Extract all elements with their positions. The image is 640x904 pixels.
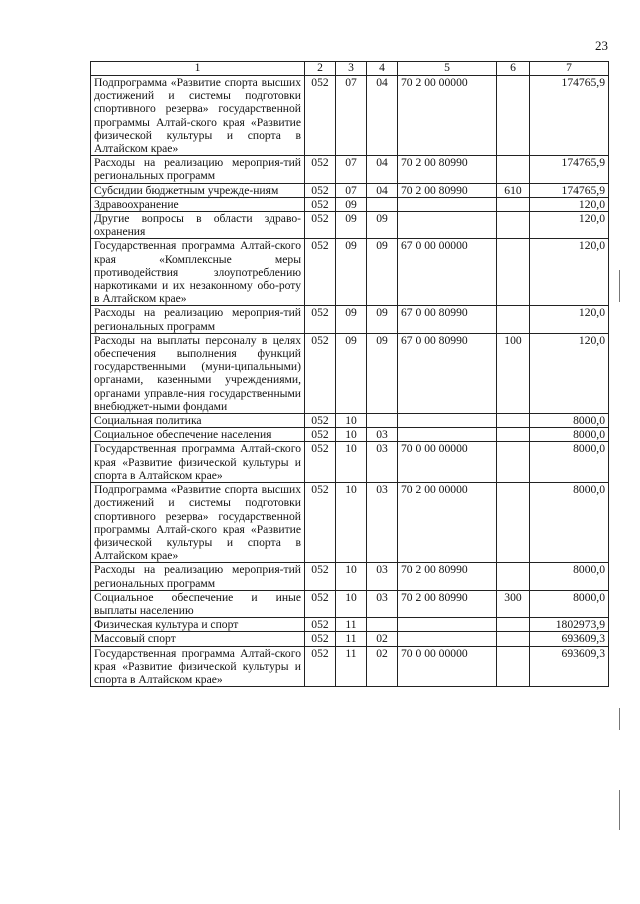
amount-cell: 8000,0 [530,428,609,442]
section-code-cell: 07 [336,156,367,183]
section-code-cell: 10 [336,563,367,590]
expense-type-code-cell [497,442,530,483]
subsection-code-cell: 09 [367,333,398,413]
expense-type-code-cell [497,428,530,442]
expense-type-code-cell [497,646,530,687]
expense-type-code-cell [497,197,530,211]
expense-type-code-cell [497,483,530,563]
subsection-code-cell [367,618,398,632]
department-code-cell: 052 [305,632,336,646]
margin-mark [619,708,620,730]
expense-type-code-cell [497,156,530,183]
amount-cell: 693609,3 [530,632,609,646]
subsection-code-cell: 09 [367,239,398,306]
column-header: 3 [336,62,367,76]
margin-mark [619,270,620,302]
target-article-code-cell [398,197,497,211]
item-name-cell: Социальная политика [91,414,305,428]
section-code-cell: 09 [336,333,367,413]
section-code-cell: 09 [336,239,367,306]
item-name-cell: Государственная программа Алтай-ского края «Комплексные меры противодействия злоупотреблению наркотиками и их незаконному обо-роту в Алтайском крае» [91,239,305,306]
item-name-cell: Социальное обеспечение населения [91,428,305,442]
department-code-cell: 052 [305,428,336,442]
subsection-code-cell: 04 [367,183,398,197]
item-name-cell: Расходы на реализацию мероприя-тий региональных программ [91,563,305,590]
amount-cell: 8000,0 [530,483,609,563]
section-code-cell: 10 [336,483,367,563]
target-article-code-cell: 70 2 00 80990 [398,563,497,590]
table-row [91,483,609,563]
section-code-cell: 07 [336,183,367,197]
subsection-code-cell: 04 [367,76,398,156]
item-name-cell: Социальное обеспечение и иные выплаты населению [91,590,305,617]
item-name-cell: Здравоохранение [91,197,305,211]
target-article-code-cell: 70 2 00 80990 [398,156,497,183]
margin-mark [619,790,620,830]
amount-cell: 120,0 [530,333,609,413]
target-article-code-cell: 67 0 00 00000 [398,239,497,306]
page-number: 23 [595,38,608,53]
subsection-code-cell: 02 [367,646,398,687]
item-name-cell: Расходы на реализацию мероприя-тий региональных программ [91,156,305,183]
table-row [91,414,609,428]
subsection-code-cell: 03 [367,483,398,563]
table-row [91,212,609,239]
section-code-cell: 10 [336,442,367,483]
amount-cell: 1802973,9 [530,618,609,632]
column-header: 6 [497,62,530,76]
target-article-code-cell: 70 2 00 00000 [398,483,497,563]
department-code-cell: 052 [305,239,336,306]
table-row [91,618,609,632]
table-row [91,428,609,442]
subsection-code-cell [367,197,398,211]
department-code-cell: 052 [305,646,336,687]
column-header: 7 [530,62,609,76]
department-code-cell: 052 [305,306,336,333]
item-name-cell: Подпрограмма «Развитие спорта высших достижений и системы подготовки спортивного резерва» государственной программы Алтай-ского края «Развитие физической культуры и спорта в Алтайском крае» [91,483,305,563]
expense-type-code-cell [497,632,530,646]
table-row [91,590,609,617]
subsection-code-cell: 03 [367,590,398,617]
amount-cell: 8000,0 [530,442,609,483]
subsection-code-cell [367,414,398,428]
table-row [91,563,609,590]
section-code-cell: 11 [336,632,367,646]
subsection-code-cell: 03 [367,428,398,442]
expense-type-code-cell [497,212,530,239]
department-code-cell: 052 [305,442,336,483]
target-article-code-cell [398,212,497,239]
amount-cell: 120,0 [530,197,609,211]
table-header-row [91,62,609,76]
department-code-cell: 052 [305,183,336,197]
budget-table [90,61,609,687]
subsection-code-cell: 03 [367,563,398,590]
amount-cell: 8000,0 [530,414,609,428]
subsection-code-cell: 02 [367,632,398,646]
expense-type-code-cell [497,618,530,632]
department-code-cell: 052 [305,483,336,563]
amount-cell: 8000,0 [530,563,609,590]
table-row [91,156,609,183]
department-code-cell: 052 [305,563,336,590]
target-article-code-cell: 70 2 00 00000 [398,76,497,156]
target-article-code-cell: 67 0 00 80990 [398,306,497,333]
item-name-cell: Расходы на реализацию мероприя-тий региональных программ [91,306,305,333]
amount-cell: 120,0 [530,239,609,306]
table-row [91,646,609,687]
section-code-cell: 09 [336,306,367,333]
department-code-cell: 052 [305,212,336,239]
amount-cell: 174765,9 [530,76,609,156]
subsection-code-cell: 09 [367,306,398,333]
target-article-code-cell: 70 2 00 80990 [398,183,497,197]
column-header: 5 [398,62,497,76]
item-name-cell: Массовый спорт [91,632,305,646]
amount-cell: 174765,9 [530,156,609,183]
department-code-cell: 052 [305,590,336,617]
expense-type-code-cell [497,239,530,306]
expense-type-code-cell: 300 [497,590,530,617]
section-code-cell: 11 [336,646,367,687]
section-code-cell: 07 [336,76,367,156]
table-row [91,333,609,413]
table-row [91,183,609,197]
item-name-cell: Государственная программа Алтай-ского края «Развитие физической культуры и спорта в Алтайском крае» [91,646,305,687]
column-header: 2 [305,62,336,76]
target-article-code-cell: 67 0 00 80990 [398,333,497,413]
section-code-cell: 10 [336,428,367,442]
column-header: 1 [91,62,305,76]
department-code-cell: 052 [305,618,336,632]
table-row [91,239,609,306]
amount-cell: 8000,0 [530,590,609,617]
target-article-code-cell [398,632,497,646]
item-name-cell: Подпрограмма «Развитие спорта высших достижений и системы подготовки спортивного резерва» государственной программы Алтай-ского края «Развитие физической культуры и спорта в Алтайском крае» [91,76,305,156]
section-code-cell: 09 [336,197,367,211]
target-article-code-cell: 70 0 00 00000 [398,646,497,687]
item-name-cell: Другие вопросы в области здраво-охранения [91,212,305,239]
subsection-code-cell: 03 [367,442,398,483]
table-row [91,197,609,211]
target-article-code-cell: 70 2 00 80990 [398,590,497,617]
subsection-code-cell: 09 [367,212,398,239]
department-code-cell: 052 [305,197,336,211]
expense-type-code-cell: 100 [497,333,530,413]
item-name-cell: Государственная программа Алтай-ского края «Развитие физической культуры и спорта в Алтайском крае» [91,442,305,483]
amount-cell: 120,0 [530,212,609,239]
subsection-code-cell: 04 [367,156,398,183]
target-article-code-cell [398,618,497,632]
department-code-cell: 052 [305,156,336,183]
table-row [91,442,609,483]
section-code-cell: 10 [336,590,367,617]
department-code-cell: 052 [305,76,336,156]
expense-type-code-cell: 610 [497,183,530,197]
amount-cell: 693609,3 [530,646,609,687]
target-article-code-cell [398,414,497,428]
expense-type-code-cell [497,306,530,333]
column-header: 4 [367,62,398,76]
target-article-code-cell: 70 0 00 00000 [398,442,497,483]
amount-cell: 174765,9 [530,183,609,197]
section-code-cell: 11 [336,618,367,632]
target-article-code-cell [398,428,497,442]
department-code-cell: 052 [305,333,336,413]
item-name-cell: Расходы на выплаты персоналу в целях обеспечения выполнения функций государственными (муни-ципальными) органами, казенными учреждениями, органами управле-ния государственными внебюджет-ными фондами [91,333,305,413]
expense-type-code-cell [497,563,530,590]
table-row [91,632,609,646]
expense-type-code-cell [497,414,530,428]
expense-type-code-cell [497,76,530,156]
item-name-cell: Субсидии бюджетным учрежде-ниям [91,183,305,197]
item-name-cell: Физическая культура и спорт [91,618,305,632]
section-code-cell: 10 [336,414,367,428]
table-row [91,76,609,156]
section-code-cell: 09 [336,212,367,239]
table-row [91,306,609,333]
department-code-cell: 052 [305,414,336,428]
amount-cell: 120,0 [530,306,609,333]
